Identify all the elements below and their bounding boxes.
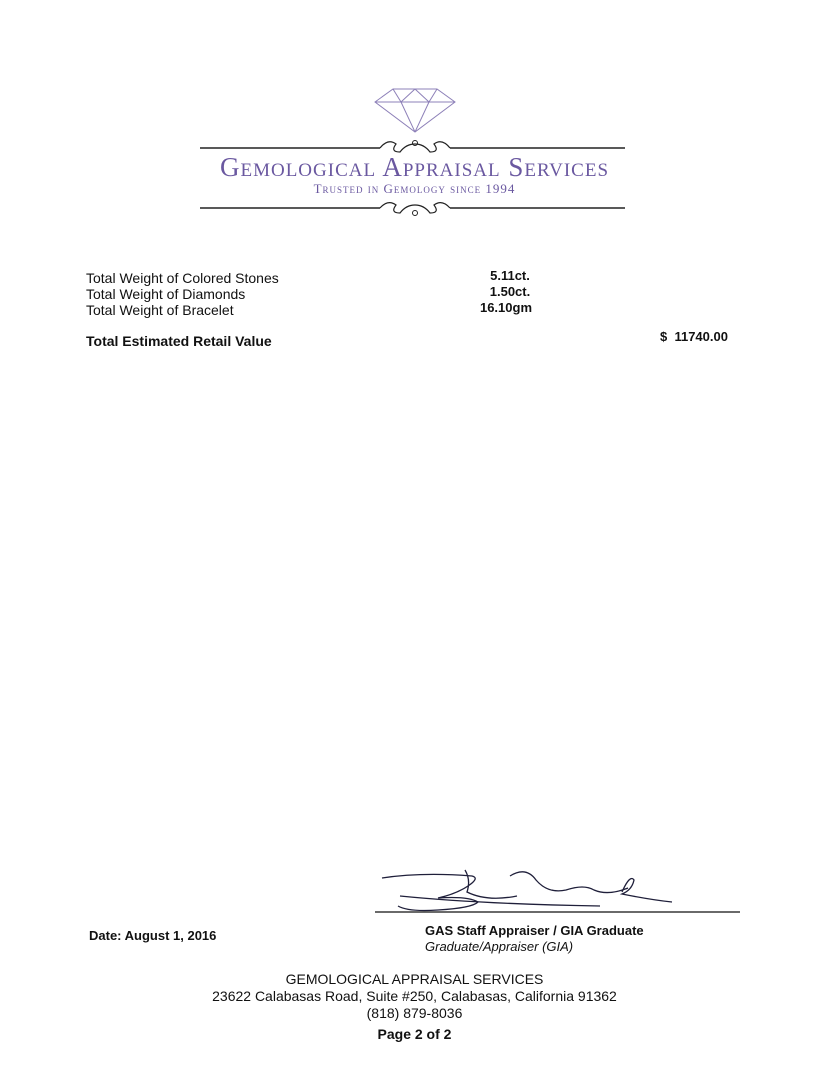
summary-value-bracelet: 16.10gm bbox=[479, 300, 533, 315]
top-ornament-icon bbox=[200, 141, 625, 153]
total-value-label: Total Estimated Retail Value bbox=[86, 333, 272, 349]
footer-address: 23622 Calabasas Road, Suite #250, Calabasas, California 91362 bbox=[212, 988, 617, 1004]
footer-phone: (818) 879-8036 bbox=[366, 1005, 463, 1021]
summary-value-diamonds: 1.50ct. bbox=[489, 284, 531, 299]
summary-value-colored-stones: 5.11ct. bbox=[490, 268, 530, 283]
diamond-icon bbox=[375, 89, 455, 132]
summary-label-diamonds: Total Weight of Diamonds bbox=[86, 286, 246, 302]
appraiser-subtitle: Graduate/Appraiser (GIA) bbox=[425, 939, 574, 954]
footer-company: GEMOLOGICAL APPRAISAL SERVICES bbox=[285, 971, 544, 987]
bottom-ornament-icon bbox=[200, 203, 625, 216]
signature-image bbox=[370, 862, 745, 922]
appraiser-title: GAS Staff Appraiser / GIA Graduate bbox=[425, 923, 644, 938]
appraisal-date: Date: August 1, 2016 bbox=[89, 928, 217, 943]
company-name: Gemological Appraisal Services bbox=[219, 152, 610, 182]
company-tagline: Trusted in Gemology since 1994 bbox=[313, 181, 516, 196]
summary-label-bracelet: Total Weight of Bracelet bbox=[86, 302, 234, 318]
total-value-amount: $ 11740.00 bbox=[660, 329, 728, 344]
summary-label-colored-stones: Total Weight of Colored Stones bbox=[86, 270, 279, 286]
page-number: Page 2 of 2 bbox=[377, 1026, 452, 1042]
